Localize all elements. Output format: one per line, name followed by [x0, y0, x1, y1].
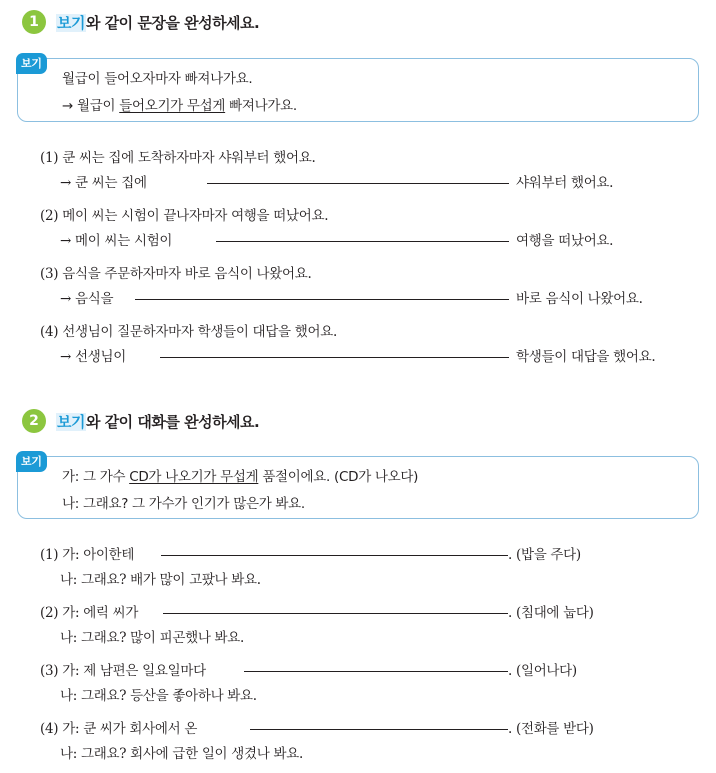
question-3-answer-prefix: → 음식을: [60, 291, 114, 307]
answer-blank[interactable]: [135, 287, 509, 300]
question-4-answer-prefix: → 선생님이: [60, 349, 126, 365]
question-2-answer-prefix: → 메이 씨는 시험이: [60, 233, 173, 249]
answer-blank[interactable]: [161, 543, 508, 556]
section2-title: [22, 407, 259, 435]
section-number-badge: 1: [22, 10, 46, 34]
instruction-text: 와 같이 대화를 완성하세요.: [85, 412, 260, 431]
example-answer: → 월급이 들어오기가 무섭게 빠져나가요.: [62, 98, 297, 114]
answer-blank[interactable]: [250, 717, 508, 730]
example-tag: 보기: [16, 53, 47, 74]
dialogue-3-reply: 나: 그래요? 등산을 좋아하나 봐요.: [60, 688, 257, 704]
answer-blank[interactable]: [207, 171, 509, 184]
question-3-answer-suffix: 바로 음식이 나왔어요.: [516, 291, 643, 307]
example-underlined: 들어오기가 무섭게: [119, 98, 226, 114]
instruction-text: 와 같이 문장을 완성하세요.: [85, 13, 260, 32]
example-sentence: 월급이 들어오자마자 빠져나가요.: [62, 71, 253, 87]
question-1-answer-suffix: 샤워부터 했어요.: [516, 175, 614, 191]
answer-blank[interactable]: [244, 659, 508, 672]
dialogue-4-hint: . (전화를 받다): [508, 721, 594, 737]
dialogue-2-hint: . (침대에 눕다): [508, 605, 594, 621]
dialogue-1-hint: . (밥을 주다): [508, 547, 581, 563]
example-reference: 보기: [57, 13, 85, 32]
answer-blank[interactable]: [163, 601, 508, 614]
example-tag: 보기: [16, 451, 47, 472]
dialogue-4-reply: 나: 그래요? 회사에 급한 일이 생겼나 봐요.: [60, 746, 303, 762]
dialogue-2-reply: 나: 그래요? 많이 피곤했나 봐요.: [60, 630, 245, 646]
question-1-prompt: (1) 쿤 씨는 집에 도착하자마자 샤워부터 했어요.: [40, 150, 316, 166]
example-reference: 보기: [57, 412, 85, 431]
section1-title: [22, 8, 259, 36]
example-underlined: CD가 나오기가 무섭게: [129, 469, 259, 485]
question-4-prompt: (4) 선생님이 질문하자마자 학생들이 대답을 했어요.: [40, 324, 337, 340]
dialogue-4-prompt: (4) 가: 쿤 씨가 회사에서 온: [40, 721, 198, 737]
example-box: [17, 456, 699, 519]
dialogue-3-prompt: (3) 가: 제 남편은 일요일마다: [40, 663, 206, 679]
dialogue-2-prompt: (2) 가: 에릭 씨가: [40, 605, 139, 621]
example-dialogue-a: 가: 그 가수 CD가 나오기가 무섭게 품절이에요. (CD가 나오다): [62, 469, 419, 485]
answer-blank[interactable]: [216, 229, 509, 242]
section-number-badge: 2: [22, 409, 46, 433]
dialogue-3-hint: . (일어나다): [508, 663, 577, 679]
example-dialogue-b: 나: 그래요? 그 가수가 인기가 많은가 봐요.: [62, 496, 305, 512]
question-1-answer-prefix: → 쿤 씨는 집에: [60, 175, 147, 191]
answer-blank[interactable]: [160, 345, 509, 358]
dialogue-1-prompt: (1) 가: 아이한테: [40, 547, 135, 563]
dialogue-1-reply: 나: 그래요? 배가 많이 고팠나 봐요.: [60, 572, 261, 588]
question-2-answer-suffix: 여행을 떠났어요.: [516, 233, 614, 249]
question-4-answer-suffix: 학생들이 대답을 했어요.: [516, 349, 656, 365]
question-2-prompt: (2) 메이 씨는 시험이 끝나자마자 여행을 떠났어요.: [40, 208, 329, 224]
question-3-prompt: (3) 음식을 주문하자마자 바로 음식이 나왔어요.: [40, 266, 312, 282]
example-box: [17, 58, 699, 122]
